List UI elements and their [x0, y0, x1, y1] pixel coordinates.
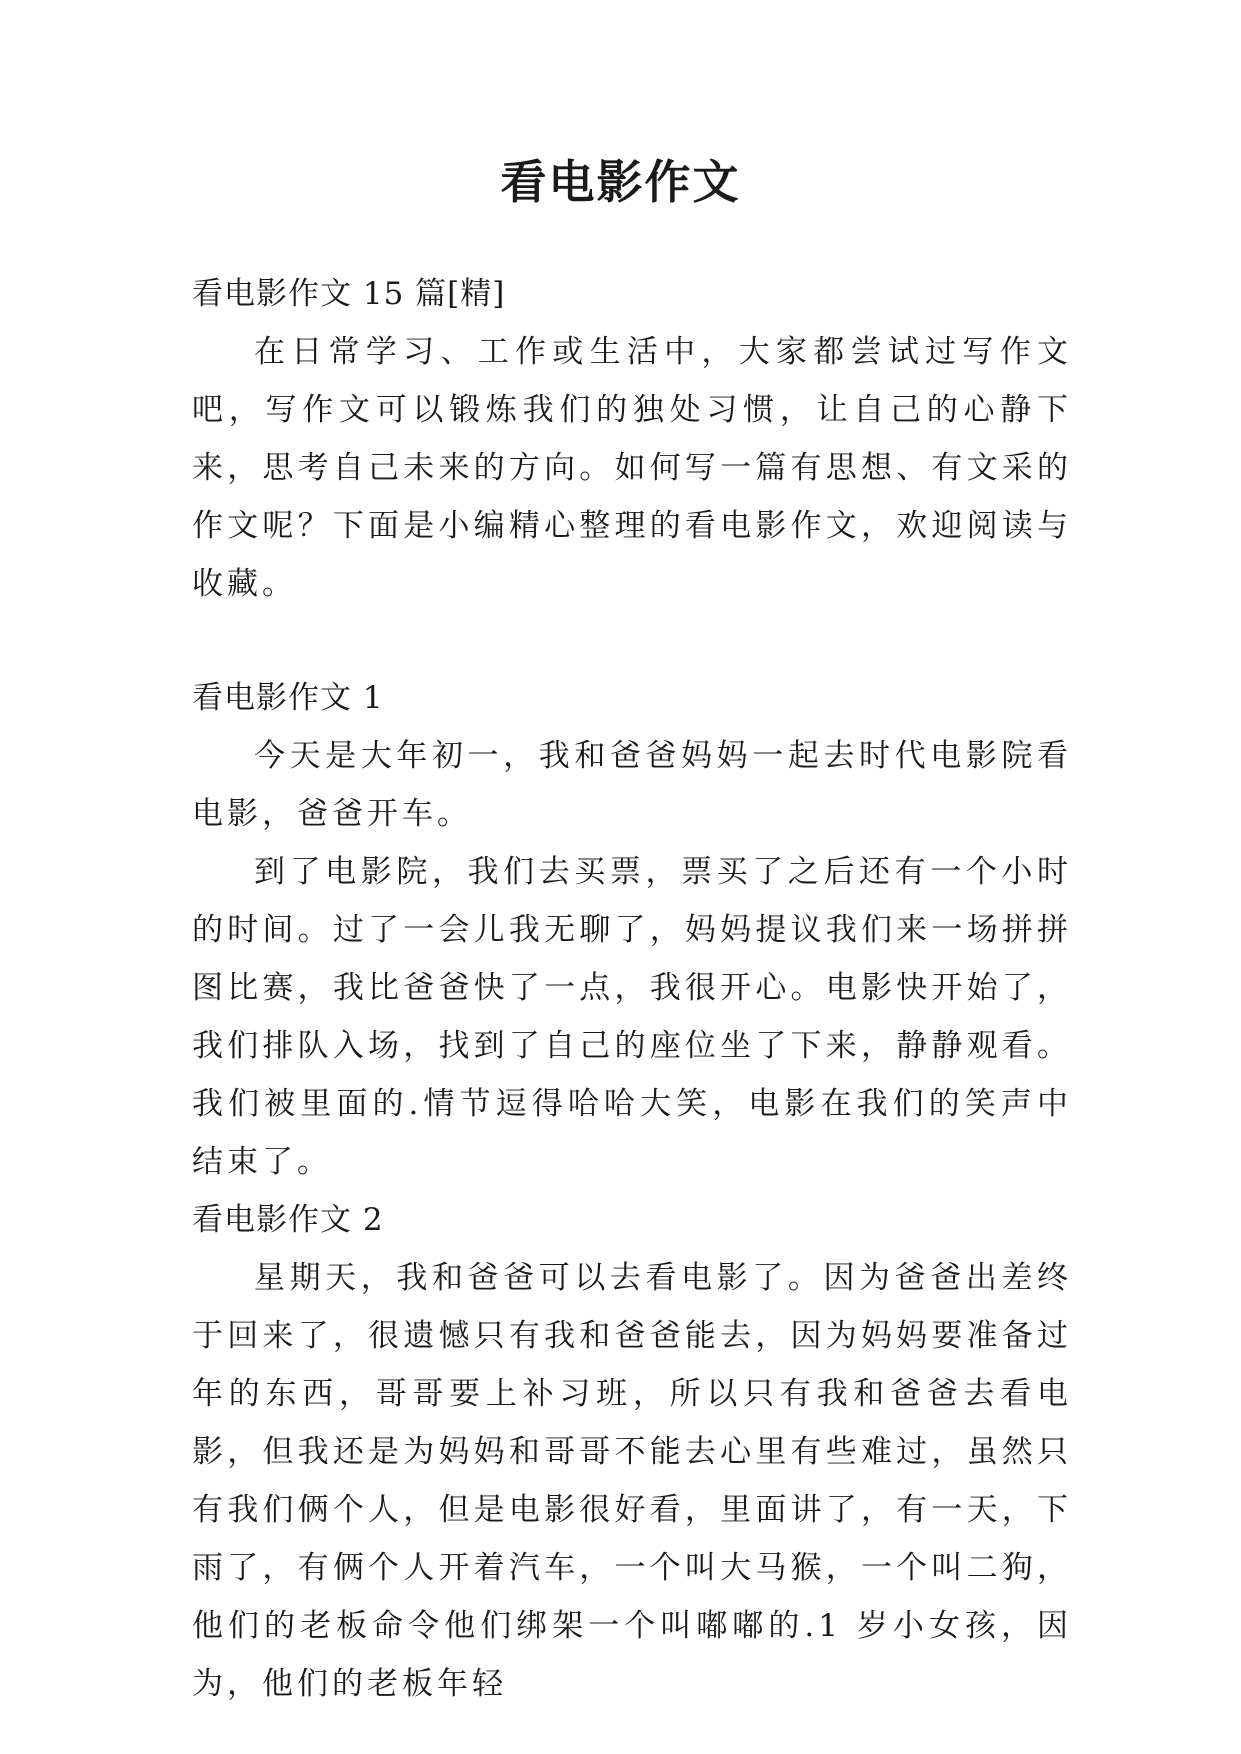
- essay-1-paragraph-1: 今天是大年初一，我和爸爸妈妈一起去时代电影院看电影，爸爸开车。: [192, 738, 1072, 832]
- essay-2-heading: 看电影作文 2: [192, 1202, 384, 1238]
- document-title: 看电影作文: [500, 155, 741, 209]
- essay-1-paragraph-2: 到了电影院，我们去买票，票买了之后还有一个小时的时间。过了一会儿我无聊了，妈妈提议我们来一场拼拼图比赛，我比爸爸快了一点，我很开心。电影快开始了，我们排队入场，找到了自己的座位坐了下来，静静观看。我们被里面的.情节逗得哈哈大笑，电影在我们的笑声中结束了。: [192, 854, 1072, 1180]
- intro-heading: 看电影作文 15 篇[精]: [192, 276, 506, 312]
- section-spacer: [192, 613, 1072, 669]
- essay-1-heading: 看电影作文 1: [192, 680, 384, 716]
- document-body: [192, 265, 1072, 1713]
- essay-2-paragraph-1: 星期天，我和爸爸可以去看电影了。因为爸爸出差终于回来了，很遗憾只有我和爸爸能去，因为妈妈要准备过年的东西，哥哥要上补习班，所以只有我和爸爸去看电影，但我还是为妈妈和哥哥不能去心里有些难过，虽然只有我们俩个人，但是电影很好看，里面讲了，有一天，下雨了，有俩个人开着汽车，一个叫大马猴，一个叫二狗，他们的老板命令他们绑架一个叫嘟嘟的.1 岁小女孩，因为，他们的老板年轻: [192, 1260, 1072, 1702]
- intro-paragraph: 在日常学习、工作或生活中，大家都尝试过写作文吧，写作文可以锻炼我们的独处习惯，让自己的心静下来，思考自己未来的方向。如何写一篇有思想、有文采的作文呢？下面是小编精心整理的看电影作文，欢迎阅读与收藏。: [192, 334, 1072, 602]
